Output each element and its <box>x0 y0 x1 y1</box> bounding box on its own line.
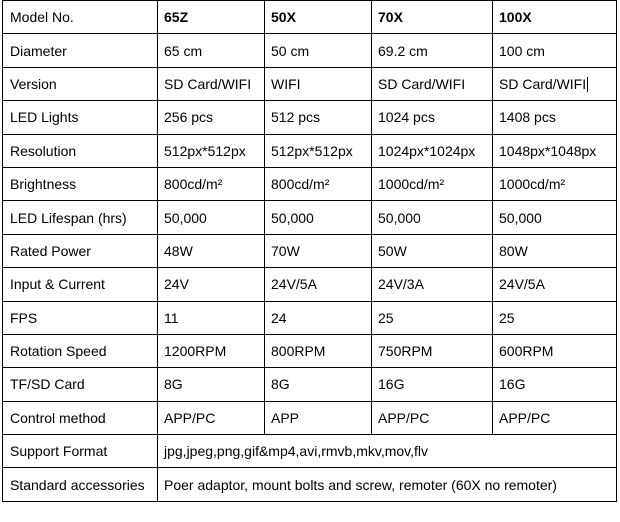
row-label-cell: Diameter <box>3 34 158 67</box>
table-cell: 800cd/m² <box>158 167 265 200</box>
table-cell: 70W <box>265 234 372 267</box>
table-cell: 48W <box>158 234 265 267</box>
table-cell: 256 pcs <box>158 101 265 134</box>
table-row <box>3 368 617 401</box>
table-cell: 24V <box>158 268 265 301</box>
table-cell: WIFI <box>265 67 372 100</box>
header-row <box>3 1 617 34</box>
table-cell: 24 <box>265 301 372 334</box>
table-cell[interactable] <box>493 67 617 100</box>
table-row-merged <box>3 468 617 501</box>
cell-text: SD Card/WIFI <box>499 75 587 92</box>
table-cell: 1024 pcs <box>372 101 493 134</box>
table-cell: 1200RPM <box>158 334 265 367</box>
spec-table <box>2 0 617 502</box>
table-cell: 8G <box>265 368 372 401</box>
table-row <box>3 101 617 134</box>
row-label-cell: Rated Power <box>3 234 158 267</box>
table-cell: APP/PC <box>493 401 617 434</box>
table-cell: 50W <box>372 234 493 267</box>
table-cell: 1024px*1024px <box>372 134 493 167</box>
table-cell: 1000cd/m² <box>372 167 493 200</box>
table-cell: 100 cm <box>493 34 617 67</box>
table-cell: 50 cm <box>265 34 372 67</box>
table-row <box>3 34 617 67</box>
table-row <box>3 301 617 334</box>
row-label-cell: Resolution <box>3 134 158 167</box>
table-cell: 1000cd/m² <box>493 167 617 200</box>
model-header-cell: 70X <box>372 1 493 34</box>
table-cell: 80W <box>493 234 617 267</box>
row-label-cell: Standard accessories <box>3 468 158 501</box>
table-cell: 11 <box>158 301 265 334</box>
table-row <box>3 234 617 267</box>
table-row <box>3 268 617 301</box>
table-cell: 800RPM <box>265 334 372 367</box>
table-cell: 25 <box>372 301 493 334</box>
row-label-cell: Rotation Speed <box>3 334 158 367</box>
table-cell: 24V/5A <box>265 268 372 301</box>
table-cell: 50,000 <box>493 201 617 234</box>
table-row <box>3 167 617 200</box>
row-label-cell: FPS <box>3 301 158 334</box>
table-cell-merged: jpg,jpeg,png,gif&mp4,avi,rmvb,mkv,mov,flv <box>158 435 617 468</box>
table-cell: 65 cm <box>158 34 265 67</box>
table-cell: 600RPM <box>493 334 617 367</box>
model-header-cell: 100X <box>493 1 617 34</box>
row-label-cell: Input & Current <box>3 268 158 301</box>
table-cell: 8G <box>158 368 265 401</box>
table-cell: 24V/3A <box>372 268 493 301</box>
table-row <box>3 67 617 100</box>
table-row <box>3 334 617 367</box>
row-label-cell: Version <box>3 67 158 100</box>
table-cell: 50,000 <box>158 201 265 234</box>
row-label-cell: Support Format <box>3 435 158 468</box>
table-row <box>3 134 617 167</box>
table-cell: 69.2 cm <box>372 34 493 67</box>
model-header-cell: 65Z <box>158 1 265 34</box>
table-cell: 512px*512px <box>265 134 372 167</box>
table-row <box>3 201 617 234</box>
table-cell: APP <box>265 401 372 434</box>
table-cell: 512px*512px <box>158 134 265 167</box>
table-cell: SD Card/WIFI <box>372 67 493 100</box>
table-cell: 1048px*1048px <box>493 134 617 167</box>
table-cell: APP/PC <box>158 401 265 434</box>
row-label-cell: Control method <box>3 401 158 434</box>
table-row-merged <box>3 435 617 468</box>
model-header-cell: 50X <box>265 1 372 34</box>
table-cell: 16G <box>372 368 493 401</box>
table-cell: 512 pcs <box>265 101 372 134</box>
header-label-cell: Model No. <box>3 1 158 34</box>
table-cell: 1408 pcs <box>493 101 617 134</box>
table-cell-merged: Poer adaptor, mount bolts and screw, remoter (60X no remoter) <box>158 468 617 501</box>
text-cursor <box>587 77 588 92</box>
row-label-cell: Brightness <box>3 167 158 200</box>
table-cell: SD Card/WIFI <box>158 67 265 100</box>
table-row <box>3 401 617 434</box>
table-cell: 50,000 <box>372 201 493 234</box>
row-label-cell: LED Lifespan (hrs) <box>3 201 158 234</box>
table-cell: 25 <box>493 301 617 334</box>
row-label-cell: LED Lights <box>3 101 158 134</box>
table-cell: 50,000 <box>265 201 372 234</box>
row-label-cell: TF/SD Card <box>3 368 158 401</box>
table-cell: 24V/5A <box>493 268 617 301</box>
table-cell: 750RPM <box>372 334 493 367</box>
table-cell: 800cd/m² <box>265 167 372 200</box>
table-cell: APP/PC <box>372 401 493 434</box>
table-cell: 16G <box>493 368 617 401</box>
